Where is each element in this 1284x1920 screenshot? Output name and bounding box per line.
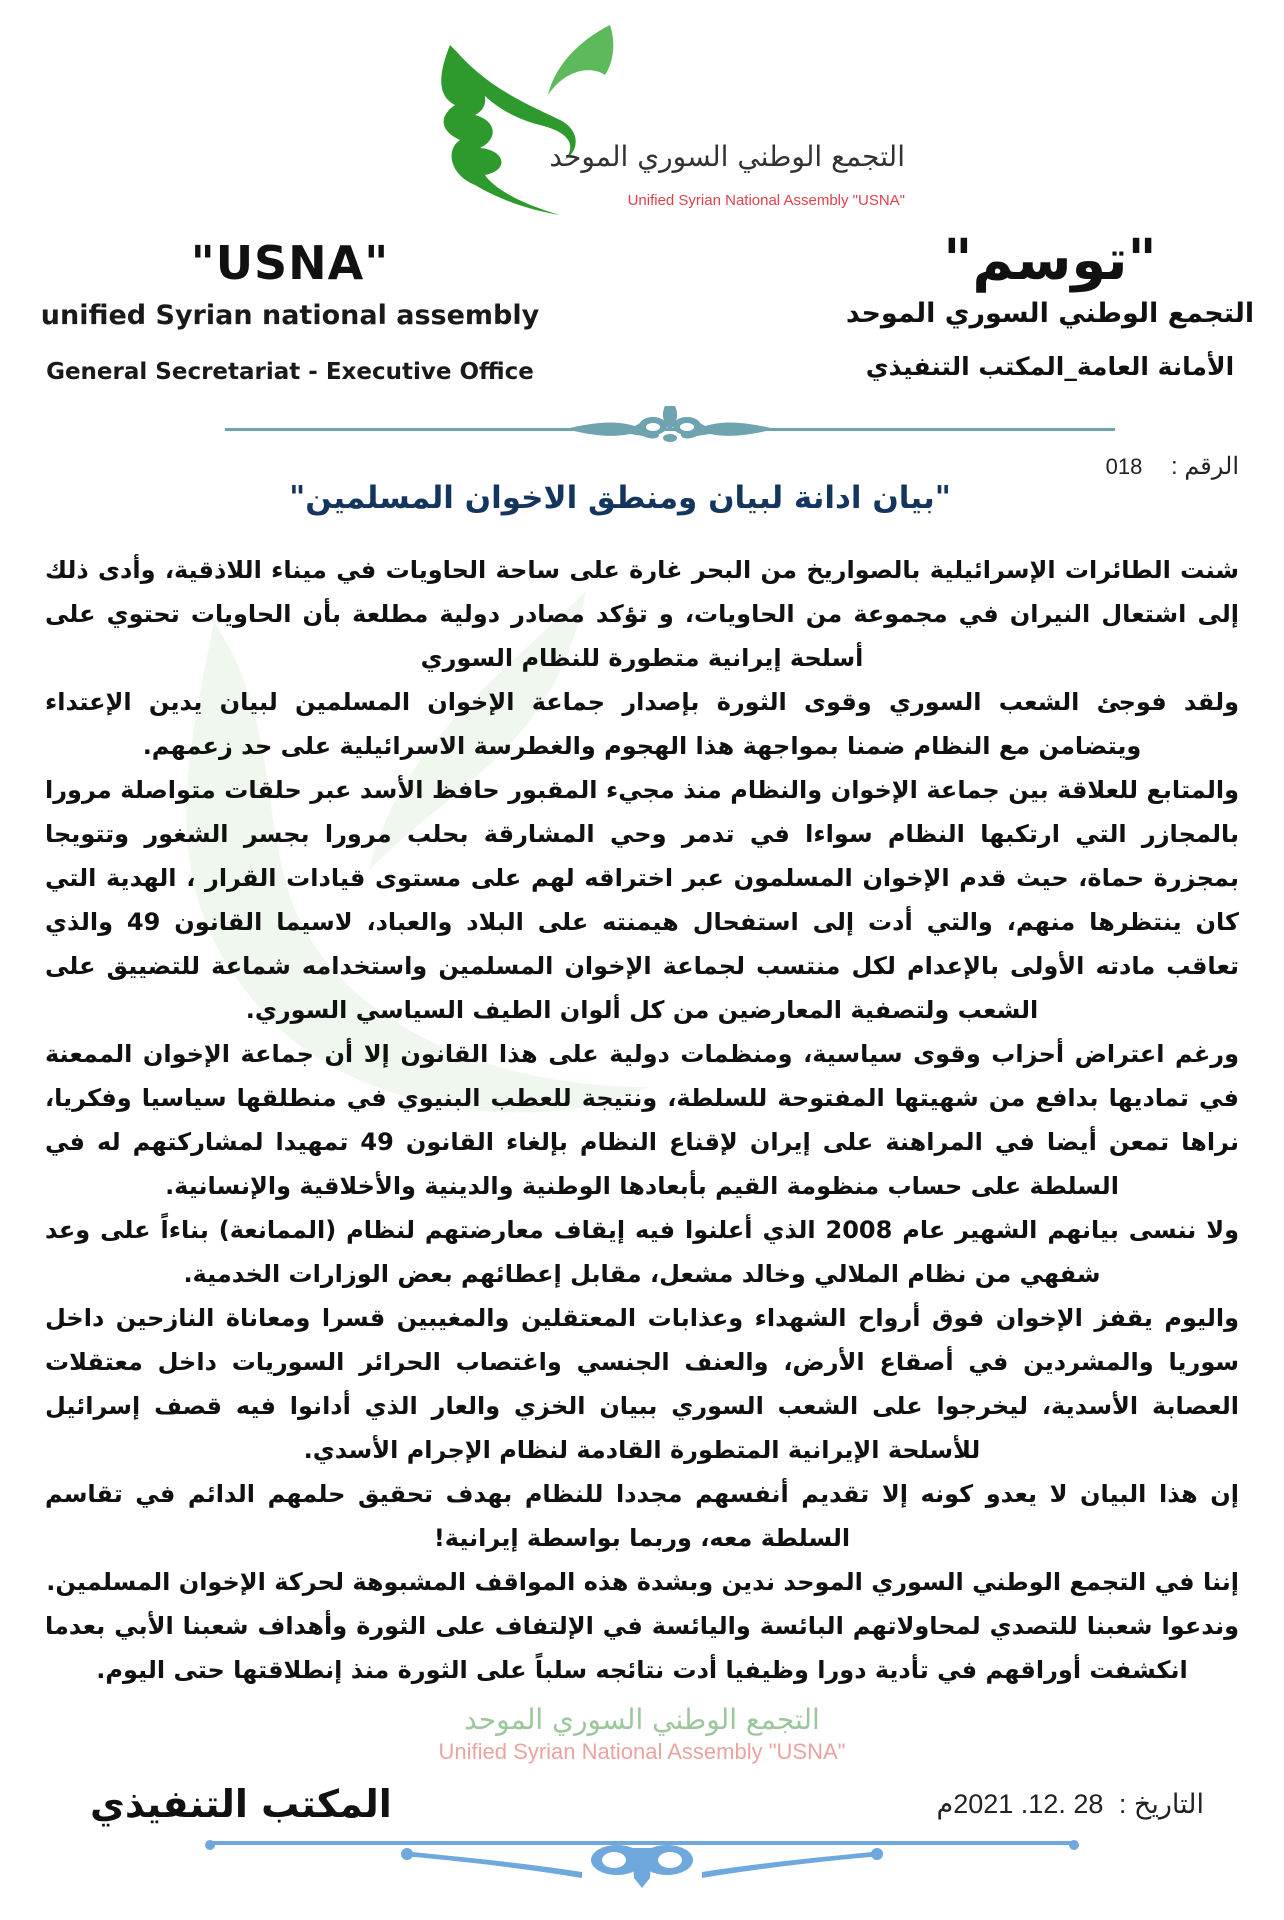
paragraph: واليوم يقفز الإخوان فوق أرواح الشهداء وعذابات المعتقلين والمغيبين قسرا ومعاناة النازحين داخل سوريا والمشردين في أصقاع الأرض، والعنف الجنسي واغتصاب الحرائر السوريات داخل معتقلات العصابة الأسدية، ليخرجوا على الشعب السوري ببيان الخزي والعار الذي أدانوا فيه قصف إسرائيل للأسلحة الإيرانية المتطورة القادمة لنظام الإجرام الأسدي. xyxy=(45,1304,1239,1464)
statement-body xyxy=(45,548,1239,1692)
watermark-text-band xyxy=(45,1702,1239,1766)
watermark-english-name: Unified Syrian National Assembly "USNA" xyxy=(438,1739,846,1764)
date-label: التاريخ : xyxy=(1118,1789,1204,1819)
reference-label: الرقم : xyxy=(1170,453,1239,480)
organization-logo xyxy=(430,10,910,225)
paragraph: ولقد فوجئ الشعب السوري وقوى الثورة بإصدار جماعة الإخوان المسلمين لبيان يدين الإعتداء ويتضامن مع النظام ضمنا بمواجهة هذا الهجوم والغطرسة الاسرائيلية على حد زعمهم. xyxy=(45,688,1239,760)
paragraph: وندعوا شعبنا للتصدي لمحاولاتهم البائسة واليائسة في الإلتفاف على الثورة وأهداف شعبنا الأبي بعدما انكشفت أوراقهم في تأدية دورا وظيفيا أدت نتائجه سلباً على الثورة منذ إنطلاقتها حتى اليوم. xyxy=(45,1612,1239,1684)
logo-arabic-name: التجمع الوطني السوري الموحد xyxy=(549,140,905,173)
paragraph: ولا ننسى بيانهم الشهير عام 2008 الذي أعلنوا فيه إيقاف معارضتهم لنظام (الممانعة) بناءاً على وعد شفهي من نظام الملالي وخالد مشعل، مقابل إعطائهم بعض الوزارات الخدمية. xyxy=(45,1216,1239,1288)
reference-value: 018 xyxy=(1105,454,1143,479)
footer xyxy=(45,1780,1239,1828)
header-english xyxy=(20,235,560,387)
top-ornament-divider xyxy=(225,402,1115,442)
logo-english-name: Unified Syrian National Assembly "USNA" xyxy=(627,192,905,209)
watermark-arabic-name: التجمع الوطني السوري الموحد xyxy=(464,1703,820,1736)
paragraph: والمتابع للعلاقة بين جماعة الإخوان والنظام منذ مجيء المقبور حافظ الأسد عبر حلقات متواصلة مرورا بالمجازر التي ارتكبها النظام سواءا في تدمر وحي المشارقة بحلب مرورا بجسر الشغور وتتويجا بمجزرة حماة، حيث قدم الإخوان المسلمون عبر اختراقه لهم على مستوى قيادات القرار ، الهدية التي كان ينتظرها منهم، والتي أدت إلى استفحال هيمنته على البلاد والعباد، لاسيما القانون 49 والذي تعاقب مادته الأولى بالإعدام لكل منتسب لجماعة الإخوان المسلمين واستخدامه شماعة للتضييق على الشعب ولتصفية المعارضين من كل ألوان الطيف السياسي السوري. xyxy=(45,776,1239,1024)
header-arabic xyxy=(830,228,1270,384)
paragraph: شنت الطائرات الإسرائيلية بالصواريخ من البحر غارة على ساحة الحاويات في ميناء اللاذقية، وأدى ذلك إلى اشتعال النيران في مجموعة من الحاويات، و تؤكد مصادر دولية مطلعة بأن الحاويات تحتوي على أسلحة إيرانية متطورة للنظام السوري xyxy=(45,556,1239,672)
statement-date xyxy=(936,1787,1204,1821)
org-name-arabic: التجمع الوطني السوري الموحد xyxy=(845,298,1255,329)
office-arabic: الأمانة العامة_المكتب التنفيذي xyxy=(865,352,1235,381)
statement-title: "بيان ادانة لبيان ومنطق الاخوان المسلمين" xyxy=(289,480,951,516)
bottom-ornament-divider xyxy=(202,1838,1082,1893)
office-english: General Secretariat - Executive Office xyxy=(46,359,534,385)
content-flow xyxy=(45,548,1239,1893)
paragraph: إن هذا البيان لا يعدو كونه إلا تقديم أنفسهم مجددا للنظام بهدف تحقيق حلمهم الدائم في تقاسم السلطة معه، وربما بواسطة إيرانية! xyxy=(45,1480,1239,1552)
acronym-english: "USNA" xyxy=(190,236,390,290)
signature-executive-office: المكتب التنفيذي xyxy=(90,1782,392,1826)
acronym-arabic: "توسم" xyxy=(943,228,1157,293)
org-name-english: unified Syrian national assembly xyxy=(40,300,540,331)
reference-number xyxy=(1106,452,1239,482)
paragraph: إننا في التجمع الوطني السوري الموحد ندين وبشدة هذه المواقف المشبوهة لحركة الإخوان المسلمين. xyxy=(46,1568,1239,1596)
paragraph: ورغم اعتراض أحزاب وقوى سياسية، ومنظمات دولية على هذا القانون إلا أن جماعة الإخوان الممعنة في تماديها بدافع من شهيتها المفتوحة للسلطة، ونتيجة للعطب البنيوي في منطلقها سياسيا وفكريا، نراها تمعن أيضا في المراهنة على إيران لإقناع النظام بإلغاء القانون 49 تمهيدا لمشاركتهم له في السلطة على حساب منظومة القيم بأبعادها الوطنية والدينية والأخلاقية والإنسانية. xyxy=(45,1040,1239,1200)
date-value: 28 .12. 2021م xyxy=(936,1789,1104,1819)
